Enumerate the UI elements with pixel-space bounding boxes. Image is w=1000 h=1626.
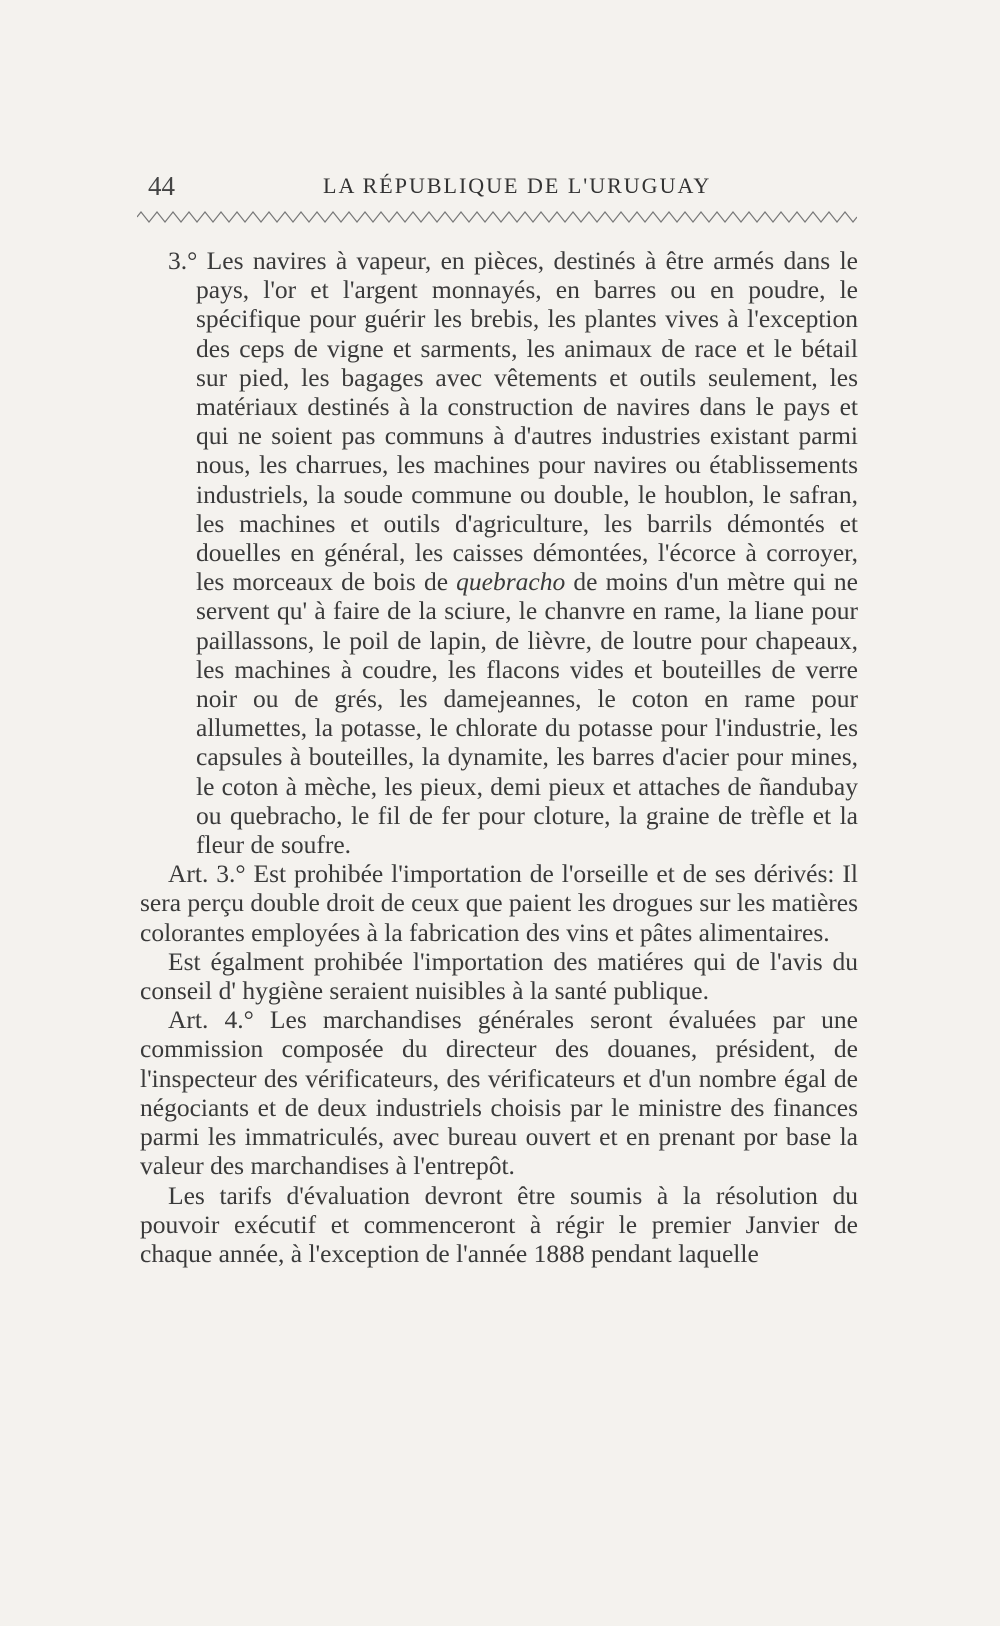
italic-term: quebracho <box>456 567 566 597</box>
paragraph-prohibition: Est égalment prohibée l'importation des matiéres qui de l'avis du conseil d' hygiène seraient nuisibles à la santé publique. <box>140 946 858 1006</box>
paragraph-item-3: 3.° Les navires à vapeur, en pièces, destinés à être armés dans le pays, l'or et l'argent monnayés, en barres ou en poudre, le spécifique pour guérir les brebis, les plantes vives à l'exception des ceps de vigne et sarments, les animaux de race et le bétail sur pied, les bagages avec vêtements et outils seulement, les matériaux destinés à la construction de navires dans le pays et qui ne soient pas communs à d'autres industries existant parmi nous, les charrues, les machines pour navires ou établissements industriels, la soude commune ou double, le houblon, le safran, les machines et outils d'agriculture, les barrils démontés et douelles en général, les caisses démontées, l'écorce à corroyer, les morceaux de bois de quebracho de moins d'un mètre qui ne servent qu' à faire de la sciure, le chanvre en rame, la liane pour paillassons, le poil de lapin, de lièvre, de loutre pour chapeaux, les machines à coudre, les flacons vides et bouteilles de verre noir ou de grés, les damejeannes, le coton en rame pour allumettes, la potasse, le chlorate du potasse pour l'industrie, les capsules à bouteilles, la dynamite, les barres d'acier pour mines, le coton à mèche, les pieux, demi pieux et attaches de ñandubay ou quebracho, le fil de fer pour cloture, la graine de trèfle et la fleur de soufre. <box>168 246 858 860</box>
body-text <box>140 246 858 1268</box>
paragraph-tarifs: Les tarifs d'évaluation devront être soumis à la résolution du pouvoir exécutif et commenceront à régir le premier Janvier de chaque année, à l'exception de l'année 1888 pendant laquelle <box>140 1180 858 1268</box>
decorative-wavy-rule <box>137 210 857 224</box>
page-number: 44 <box>148 171 175 201</box>
paragraph-art-3: Art. 3.° Est prohibée l'importation de l'orseille et de ses dérivés: Il sera perçu double droit de ceux que paient les drogues sur les matières colorantes employées à la fabrication des vins et pâtes alimentaires. <box>140 859 858 947</box>
page-header <box>148 163 858 203</box>
paragraph-art-4: Art. 4.° Les marchandises générales seront évaluées par une commission composée du directeur des douanes, président, de l'inspecteur des vérificateurs, des vérificateurs et d'un nombre égal de négociants et de deux industriels choisis par le ministre des finances parmi les immatriculés, avec bureau ouvert et en prenant por base la valeur des marchandises à l'entrepôt. <box>140 1005 858 1181</box>
running-title: LA RÉPUBLIQUE DE L'URUGUAY <box>323 173 712 198</box>
